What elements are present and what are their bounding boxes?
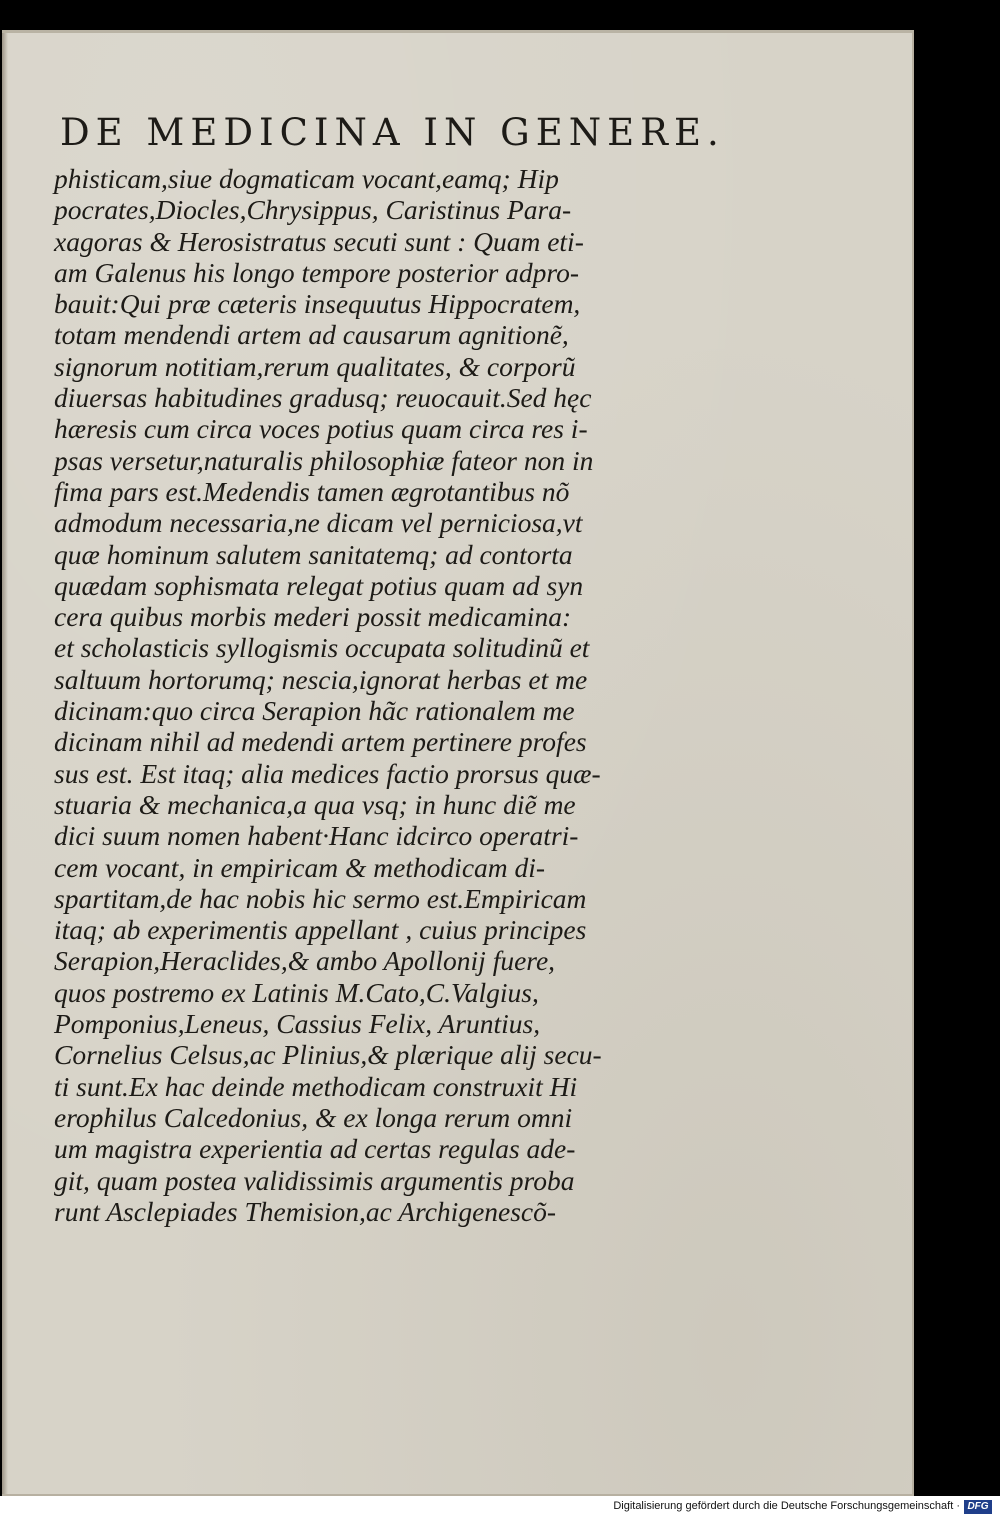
text-line: pocrates,Diocles,Chrysippus, Caristinus Para- — [54, 194, 572, 226]
text-line: signorum notitiam,rerum qualitates, & corporũ — [54, 350, 576, 382]
funding-credit: Digitalisierung gefördert durch die Deutsche Forschungsgemeinschaft · — [613, 1500, 960, 1512]
text-line: erophilus Calcedonius, & ex longa rerum omni — [54, 1101, 573, 1133]
text-line: dicinam nihil ad medendi artem pertinere profes — [54, 726, 587, 758]
text-line: stuaria & mechanica,a qua vsq; in hunc diẽ me — [54, 788, 576, 820]
text-line: quos postremo ex Latinis M.Cato,C.Valgius, — [54, 976, 539, 1008]
text-line: ti sunt.Ex hac deinde methodicam construxit Hi — [54, 1070, 578, 1102]
text-line: Cornelius Celsus,ac Plinius,& plærique alij secu- — [54, 1039, 602, 1071]
text-line: fima pars est.Medendis tamen ægrotantibus nõ — [54, 475, 570, 507]
text-line: git, quam postea validissimis argumentis proba — [54, 1164, 575, 1196]
body-text — [54, 163, 704, 1227]
dfg-logo-icon: DFG — [964, 1500, 992, 1514]
book-page — [2, 30, 914, 1496]
text-line: quædam sophismata relegat potius quam ad syn — [54, 569, 584, 601]
running-head: DE MEDICINA IN GENERE. — [60, 111, 725, 154]
text-line: um magistra experientia ad certas regulas ade- — [54, 1133, 576, 1165]
text-line: itaq; ab experimentis appellant , cuius principes — [54, 914, 587, 946]
text-line: bauit:Qui præ cæteris insequutus Hippocratem, — [54, 288, 581, 320]
text-line: et scholasticis syllogismis occupata solitudinũ et — [54, 632, 590, 664]
text-line: saltuum hortorumq; nescia,ignorat herbas et me — [54, 663, 588, 695]
page-binding-edge — [2, 33, 8, 1494]
text-line: cem vocant, in empiricam & methodicam di- — [54, 851, 546, 883]
text-line: psas versetur,naturalis philosophiæ fateor non in — [54, 444, 594, 476]
footer-strip — [0, 1496, 1000, 1518]
text-line: xagoras & Herosistratus secuti sunt : Quam eti- — [54, 225, 584, 257]
text-line: sus est. Est itaq; alia medices factio prorsus quæ- — [54, 757, 601, 789]
text-line: phisticam,siue dogmaticam vocant,eamq; Hip — [54, 163, 559, 194]
text-line: Serapion,Heraclides,& ambo Apollonij fuere, — [54, 945, 556, 977]
text-line: Pomponius,Leneus, Cassius Felix, Aruntius, — [54, 1008, 541, 1040]
text-line: diuersas habitudines gradusq; reuocauit.Sed hęc — [54, 382, 592, 414]
text-line: quæ hominum salutem sanitatemq; ad contorta — [54, 538, 573, 570]
text-line: runt Asclepiades Themision,ac Archigenescõ- — [54, 1195, 557, 1227]
text-line: dicinam:quo circa Serapion hãc rationalem me — [54, 695, 575, 727]
text-line: admodum necessaria,ne dicam vel perniciosa,vt — [54, 507, 583, 539]
text-line: am Galenus his longo tempore posterior adpro- — [54, 256, 580, 288]
text-line: totam mendendi artem ad causarum agnitionẽ, — [54, 319, 569, 351]
text-line: spartitam,de hac nobis hic sermo est.Empiricam — [54, 882, 587, 914]
text-line: hæresis cum circa voces potius quam circa res i- — [54, 413, 588, 445]
text-line: dici suum nomen habent·Hanc idcirco operatri- — [54, 820, 579, 852]
text-line: cera quibus morbis mederi possit medicamina: — [54, 601, 572, 633]
